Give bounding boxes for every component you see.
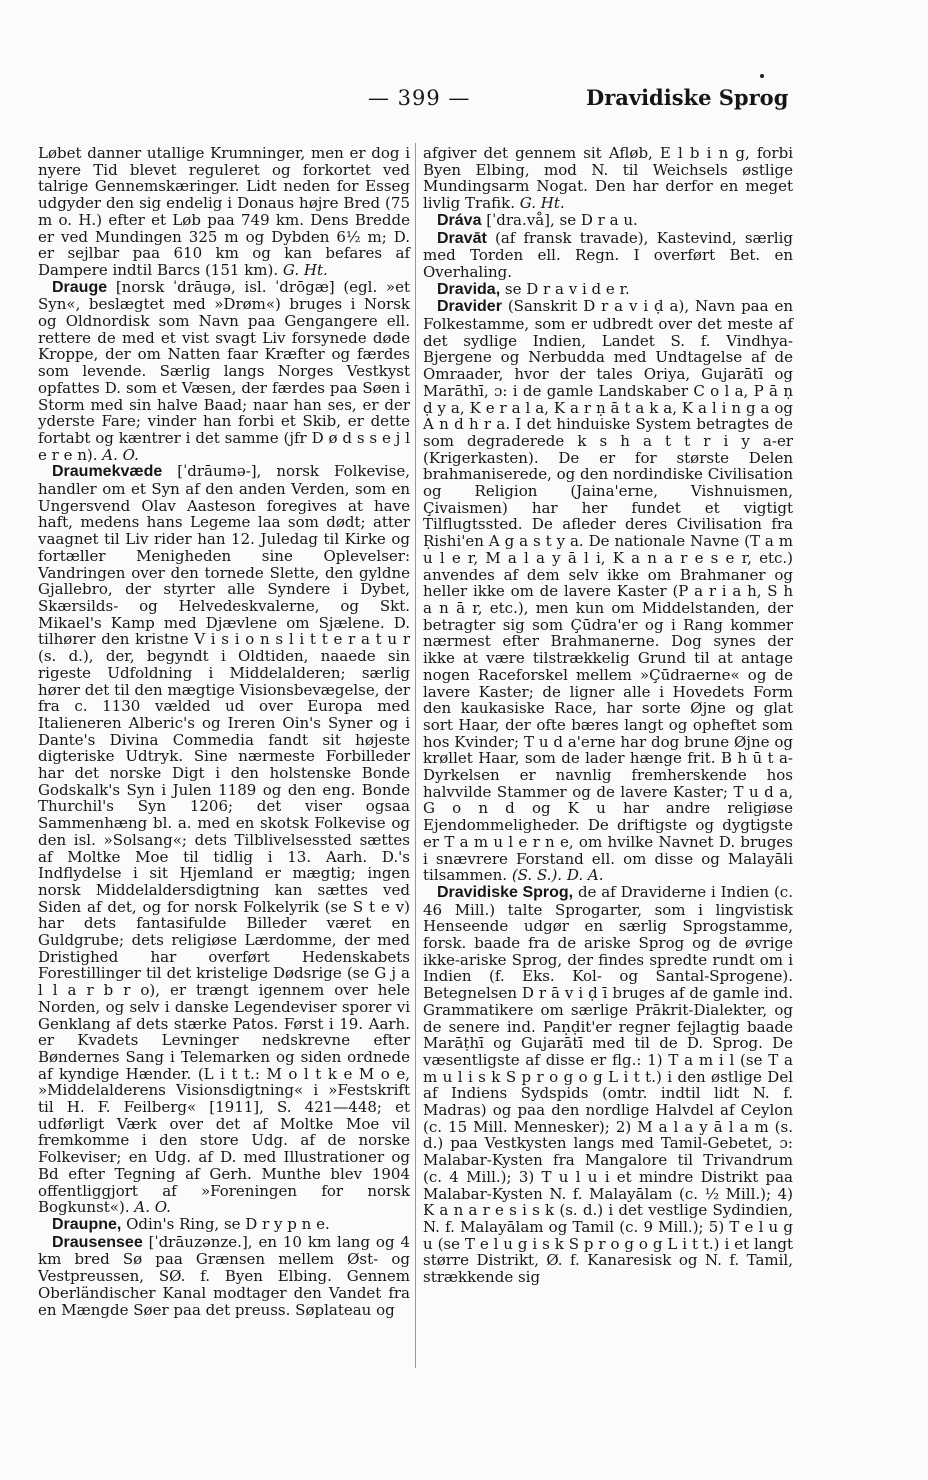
entry-drausensee [38,1234,410,1319]
headword: Drausensee [52,1233,143,1251]
entry-author: A. O. [134,1198,171,1217]
entry-text: [ˈdrāumə-], norsk Folkevise, handler om et Syn af den anden Verden, som en Ungersvend Olav Aasteson foregives at have haft, medens hans Legeme laa som dødt; atter vaagnet til Liv rider han 12. Juledag til Kirke og fortæller Menigheden sine Oplevelser: Vandringen over den tornede Slette, den gyldne Gjallebro, der styrter alle Syndere i Dybet, Skærsilds- og Helvedeskvalerne, og Skt. Mikael's Kamp med Djævlene om Sjælene. D. tilhører den kristne V i s i o n s l i t t e r a t u r (s. d.), der, begyndt i Oldtiden, naaede sin rigeste Udfoldning i Middelalderen; særlig hører det til den mægtige Visionsbevægelse, der fra c. 1130 vælded ud over Europa med Italieneren Alberic's og Ireren Oin's Syner og i Dante's Divina Commedia fandt sit højeste digteriske Udtryk. Sine nærmeste Forbilleder har det norske Digt i den holstenske Bonde Godskalk's Syn i Julen 1189 og den eng. Bonde Thurchil's Syn 1206; det viser ogsaa Sammenhæng bl. a. med en skotsk Folkevise og den isl. »Solsang«; dets Tilblivelsessted sættes af Moltke Moe til tidlig i 13. Aarh. D.'s Indflydelse i sit Hjemland er mægtig; ingen norsk Middelaldersdigtning kan sættes ved Siden af det, og for norsk Folkelyrik (se S t e v) har dets fantasifulde Billeder været en Guldgrube; dets religiøse Lærdomme, der med Dristighed har overført Hedenskabets Forestillinger til det kristelige Dødsrige (se G j a l l a r b r o), er trængt igennem over hele Norden, og selv i danske Legendeviser sporer vi Genklang af dets stærke Patos. Først i 19. Aarh. er Kvadets Levninger nedskrevne efter Bøndernes Sang i Telemarken og siden ordnede af kyndige Hænder. (L i t t.: M o l t k e M o e, »Middelalderens Visionsdigtning« i »Festskrift til H. F. Feilberg« [1911], S. 421—448; et udførligt Værk over det af Moltke Moe vil fremkomme i den store Udg. af de norske Folkeviser; en Udg. af D. med Illustrationer og Bd efter Tegning af Gerh. Munthe blev 1904 offentliggjort af »Foreningen for norsk Bogkunst«). [38,462,410,1217]
entry-text: Odin's Ring, se D r y p n e. [126,1215,330,1233]
entry-dravida [423,281,793,299]
running-head: Dravidiske Sprog [586,85,789,110]
column-divider [415,143,416,1368]
entry-drava [423,212,793,230]
entry-text: [norsk ˈdrāugə, isl. ˈdrōgæ] (egl. »et Syn«, beslægtet med »Drøm«) bruges i Norsk og Oldnordisk som Navn paa Gengangere ell. rettere de med et vist svagt Liv forsynede døde Kroppe, der om Natten faar Kræfter og færdes som levende. Særlig langs Norges Vestkyst opfattes D. som et Væsen, der færdes paa Søen i Storm med sin halve Baad; naar han ses, er der yderste Fare; vinder han forbi et Skib, er dette fortabt og kæntrer i det samme (jfr D ø d s s e j l e r e n). [38,277,410,464]
headword: Dravāt [437,229,487,247]
right-column [423,145,793,1286]
entry-text: de af Draviderne i Indien (c. 46 Mill.) talte Sprogarter, som i lingvistisk Henseende udgør en særlig Sprogstamme, forsk. baade fra de ariske Sprog og de øvrige ikke-ariske Sprog, der findes spredte rundt om i Indien (f. Eks. Kol- og Santal-Sprogene). Betegnelsen D r ā v i ḍ ī bruges af de gamle ind. Grammatikere om særlige Prākrit-Dialekter, og de senere ind. Paṇḍit'er regner fejlagtig baade Marāṭhī og Gujarātī med til de D. Sprog. De væsentligste af disse er flg.: 1) T a m i l (se T a m u l i s k S p r o g o g L i t t.) i den østlige Del af Indiens Sydspids (omtr. indtil lidt N. f. Madras) og paa den nordlige Halvdel af Ceylon (c. 15 Mill. Mennesker); 2) M a l a y ā l a m (s. d.) paa Vestkysten langs med Tamil-Gebetet, ɔ: Malabar-Kysten fra Mangalore til Trivandrum (c. 4 Mill.); 3) T u l u i et mindre Distrikt paa Malabar-Kysten N. f. Malayālam (c. ½ Mill.); 4) K a n a r e s i s k (s. d.) i det vestlige Sydindien, N. f. Malayālam og Tamil (c. 9 Mill.); 5) T e l u g u (se T e l u g i s k S p r o g o g L i t t.) i et langt større Distrikt, Ø. f. Kanaresisk og N. f. Tamil, strækkende sig [423,882,793,1287]
entry-text: (Sanskrit D r a v i ḍ a), Navn paa en Folkestamme, som er udbredt over det meste af det sydlige Indien, Landet S. f. Vindhya-Bjergene og Nerbudda med Undtagelse af de Omraader, hvor der tales Oriya, Gujarātī og Marāthī, ɔ: i de gamle Landskaber C o l a, P ā ṇ ḍ y a, K e r a l a, K a r ṇ ā t a k a, K a l i n g a og A n d h r a. I det hinduiske System betragtes de som degraderede k s h a t t r i y a-er (Krigerkasten). De er for største Delen brahmaniserede, og den nordindiske Civilisation og Religion (Jaina'erne, Vishnuismen, Çivaismen) har her fundet et vigtigt Tilflugtssted. De afleder deres Civilisation fra Ṛishi'en A g a s t y a. De nationale Navne (T a m u l e r, M a l a y ā l i, K a n a r e s e r, etc.) anvendes af dem selv ikke om Brahmaner og heller ikke om de lavere Kaster (P a r i a h, S h a n ā r, etc.), men kun om Middelstanden, der betragter sig som Çūdra'er og i Rang kommer nærmest efter Brahmanerne. Dog synes der ikke at være tilstrækkelig Grund til at antage nogen Raceforskel mellem »Çūdraerne« og de lavere Kaster; de ligner alle i Hovedets Form den kaukasiske Race, har sorte Øjne og glat sort Haar, der ofte bæres langt og opheftet som hos Kvinder; T u d a'erne har dog brune Øjne og krøllet Haar, som de lader hænge frit. B h ū t a-Dyrkelsen er navnlig fremherskende hos halvvilde Stammer og de lavere Kaster; T u d a, G o n d og K u har andre religiøse Ejendommeligheder. De driftigste og dygtigste er T a m u l e r n e, om hvilke Navnet D. bruges i snævrere Forstand ell. om disse og Malayāli tilsammen. [423,297,793,885]
headword: Drauge [52,278,108,296]
headword: Dravider [437,298,502,316]
entry-text: [ˈdrāuzənze.], en 10 km lang og 4 km bred Sø paa Grænsen mellem Øst- og Vestpreussen, SØ. f. Byen Elbing. Gennem Oberländischer Kanal modtager den Vandet fra en Mængde Søer paa det preuss. Søplateau og [38,1232,410,1319]
headword: Draupne, [52,1216,122,1233]
entry-text: se D r a v i d e r. [504,279,630,298]
entry-text: afgiver det gennem sit Afløb, E l b i n g, forbi Byen Elbing, mod N. til Weichsels østlige Mundingsarm Nogat. Den har derfor en meget livlig Trafik. [423,144,793,213]
entry-dravat [423,230,793,281]
entry-draumekvaede [38,463,410,1216]
entry-text: (af fransk travade), Kastevind, særlig med Torden ell. Regn. I overført Bet. en Overhaling. [423,228,793,281]
entry-author: A. O. [102,445,139,464]
headword: Dravidiske Sprog, [437,883,574,901]
page-number: — 399 — [368,86,471,110]
speck-mark [760,74,764,78]
entry-drauge [38,279,410,464]
entry-draupne [38,1216,410,1234]
continuation-paragraph [38,145,410,279]
page-header [0,86,928,118]
continuation-paragraph [423,145,793,212]
entry-author: G. Ht. [282,260,328,279]
left-column [38,145,410,1318]
entry-dravidiske-sprog [423,884,793,1286]
headword: Draumekvæde [52,463,163,481]
entry-text: [ˈdra.vå], se D r a u. [486,210,638,229]
entry-dravider [423,298,793,884]
headword: Dravida, [437,280,501,298]
headword: Dráva [437,211,482,229]
entry-text: Løbet danner utallige Krumninger, men er dog i nyere Tid blevet reguleret og forkortet ved talrige Gennemskæringer. Lidt neden for Esseg udgyder den sig endelig i Donaus højre Bred (75 m o. H.) efter et Løb paa 749 km. Dens Bredde er ved Mundingen 325 m og Dybden 6½ m; D. er sejlbar paa 610 km og kan befares af Dampere indtil Barcs (151 km). [38,144,410,279]
entry-author: (S. S.). D. A. [511,866,604,885]
entry-author: G. Ht. [519,194,565,213]
